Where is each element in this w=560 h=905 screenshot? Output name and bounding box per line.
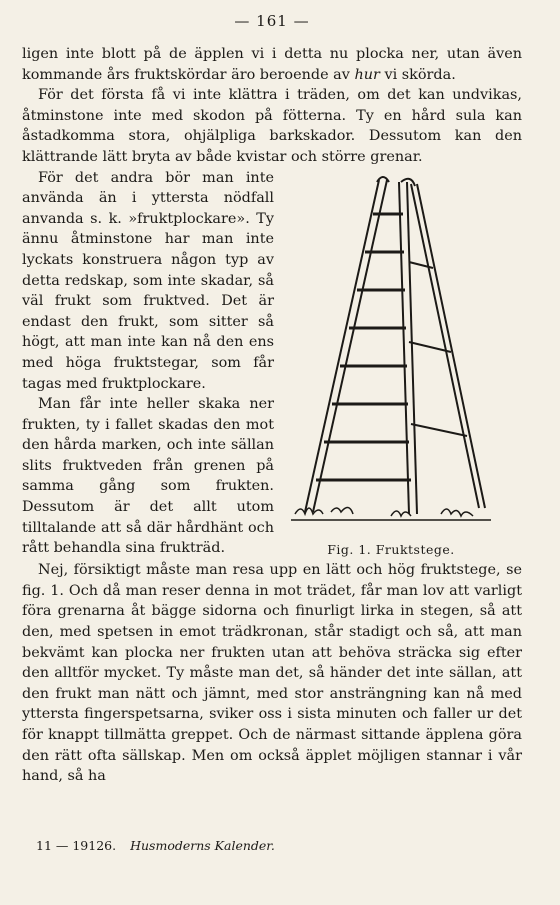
paragraph-1: ligen inte blott på de äpplen vi i detta nu plocka ner, utan även kommande års fruktskördar äro beroende av hur vi skörda. (22, 46, 522, 83)
paragraph-4: Man får inte heller skaka ner frukten, ty i fallet skadas den mot den hårda marken, och inte sällan slits fruktveden från grenen på samma gång som frukten. Dessutom är det allt utom tilltalande att så där hårdhänt och rått behandla sina frukträd. (22, 396, 274, 557)
figure-caption: Fig. 1. Fruktstege. (327, 541, 455, 557)
fruit-ladder-illustration (291, 174, 491, 534)
publication-title: Husmoderns Kalender. (130, 838, 275, 853)
wrapped-text (22, 168, 274, 559)
paragraph-3: För det andra bör man inte använda än i yttersta nödfall anvanda s. k. »fruktplockare». Ty ännu åtminstone har man inte lyckats konstruera någon typ av detta redskap, som inte skadar, så väl frukt som fruktved. Det är endast den frukt, som sitter så högt, att man inte kan nå den ens med höga fruktstegar, som får tagas med fruktplockare. (22, 169, 274, 392)
page-footer (36, 838, 275, 853)
paragraph-5: Nej, försiktigt måste man resa upp en lätt och hög fruktstege, se fig. 1. Och då man reser denna in mot trädet, får man lov att varligt föra grenarna åt bägge sidorna och finurligt lirka in stegen, så att den, med spetsen in emot trädkronan, står stadigt och så, att man bekvämt kan plocka ner frukten utan att behöva sträcka sig efter den alltför mycket. Ty måste man det, så händer det inte sällan, att den frukt man nätt och jämnt, med stor ansträngning kan nå med yttersta fingerspetsarna, sviker oss i sista minuten och faller ur det för knappt tillmätta greppet. Och de närmast sittande äpplena göra den rätt ofta sällskap. Men om också äpplet möjligen stannar i vår hand, så ha (22, 562, 522, 785)
body-text (22, 44, 522, 787)
emphasis-hur: hur (354, 66, 380, 83)
paragraph-2: För det första få vi inte klättra i träden, om det kan undvikas, åtminstone inte med skodon på fötterna. Ty en hård sula kan åstadkomma stora, ohjälpliga barkskador. Dessutom kan den klättrande lätt bryta av både kvistar och större grenar. (22, 87, 522, 165)
printer-signature: 11 — 19126. (36, 838, 117, 853)
page-number: — 161 — (234, 12, 310, 30)
text-with-figure (22, 168, 522, 561)
figure-ladder (284, 174, 498, 561)
